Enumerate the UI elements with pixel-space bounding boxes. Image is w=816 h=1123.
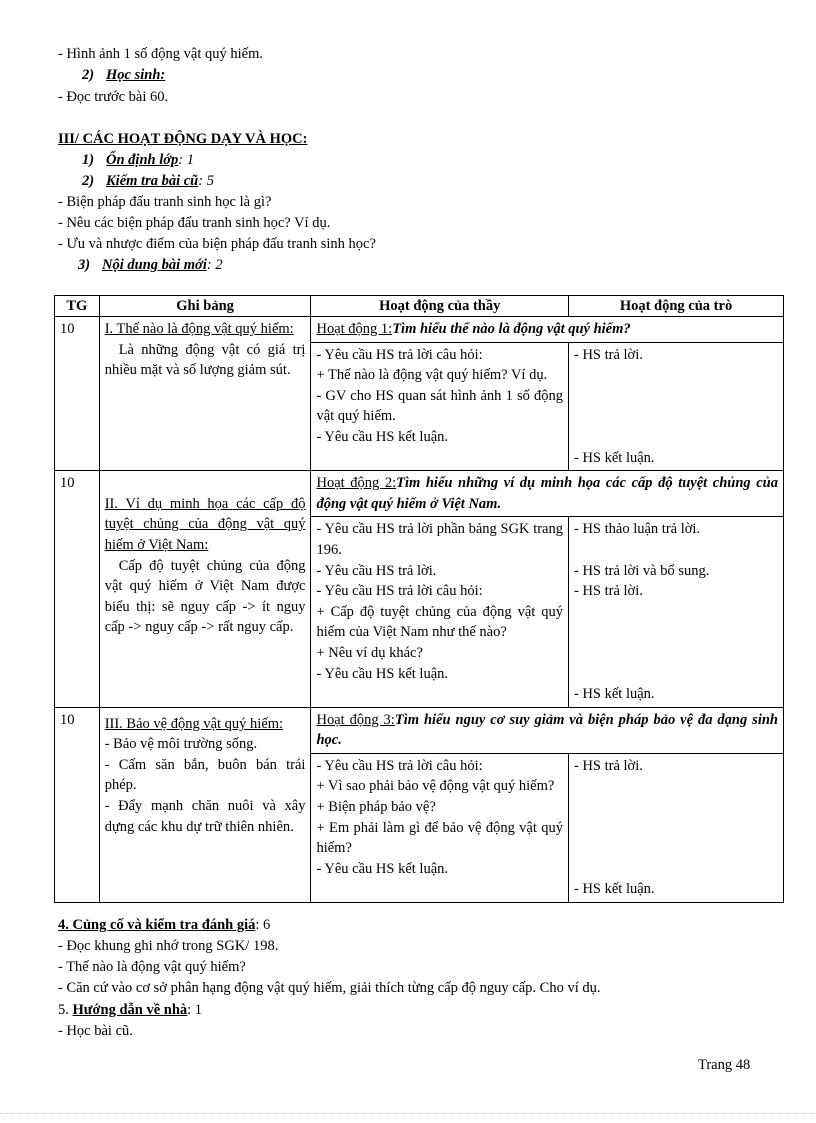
list-item: + Biện pháp bảo vệ? — [316, 799, 436, 816]
list-item: - Yêu cầu HS trả lời phần bảng SGK trang 196. — [316, 521, 563, 558]
list-item: - Yêu cầu HS trả lời câu hỏi: — [316, 757, 483, 774]
item-noi-dung-bai-moi: 3) Nội dung bài mới: 2 — [78, 257, 223, 273]
item-on-dinh-lop: 1) Ổn định lớp: 1 — [82, 152, 194, 168]
list-item: - HS trả lời. — [574, 583, 643, 600]
ghi-bang-cell — [99, 707, 311, 902]
table-row — [55, 707, 784, 753]
header-hoat-dong-thay: Hoạt động của thầy — [311, 296, 569, 317]
list-item: - Yêu cầu HS kết luận. — [316, 665, 449, 682]
list-item: - HS kết luận. — [574, 449, 655, 466]
header-tg: TG — [55, 296, 100, 317]
page-number: Trang 48 — [698, 1057, 751, 1073]
list-item: - Yêu cầu HS trả lời. — [316, 562, 437, 579]
tg-cell: 10 — [55, 317, 100, 471]
section-title: III/ CÁC HOẠT ĐỘNG DẠY VÀ HỌC: — [58, 131, 308, 147]
review-line: - Thế nào là động vật quý hiếm? — [58, 959, 246, 975]
list-item: - HS thảo luận trả lời. — [574, 521, 701, 538]
material-line: - Hình ảnh 1 số động vật quý hiếm. — [58, 46, 263, 62]
ghi-bang-body: Cấp độ tuyệt chủng của động vật quý hiếm ở Việt Nam được biểu thị: sẽ nguy cấp -> ít nguy cấp -> nguy cấp -> rất nguy cấp. — [104, 557, 306, 636]
student-activity-cell — [569, 517, 784, 707]
item-kiem-tra-bai-cu: 2) Kiểm tra bài cũ: 5 — [82, 173, 214, 189]
page-divider — [0, 1113, 816, 1114]
review-line: - Căn cứ vào cơ sở phân hạng động vật quý hiếm, giải thích từng cấp độ nguy cấp. Cho ví dụ. — [58, 980, 601, 996]
activity-heading: Hoạt động 3:Tìm hiểu nguy cơ suy giảm và biện pháp bảo vệ đa dạng sinh học. — [311, 707, 784, 753]
activity-heading: Hoạt động 1:Tìm hiểu thế nào là động vật quý hiếm? — [311, 317, 784, 343]
list-item: + Nêu ví dụ khác? — [316, 644, 423, 661]
tg-cell: 10 — [55, 471, 100, 708]
teacher-activity-cell — [311, 753, 569, 902]
ghi-bang-bullet: - Đẩy mạnh chăn nuôi và xây dựng các khu dự trữ thiên nhiên. — [104, 798, 306, 835]
list-item: - HS kết luận. — [574, 881, 655, 898]
student-activity-cell — [569, 753, 784, 902]
activity-heading: Hoạt động 2:Tìm hiểu những ví dụ minh họa các cấp độ tuyệt chủng của động vật quý hiếm ở Việt Nam. — [311, 471, 784, 517]
table-header-row — [55, 296, 784, 317]
list-item: - Yêu cầu HS trả lời câu hỏi: — [316, 346, 483, 363]
list-item: + Cấp độ tuyệt chủng của động vật quý hiếm của Việt Nam như thế nào? — [316, 603, 563, 641]
header-hoat-dong-tro: Hoạt động của trò — [569, 296, 784, 317]
list-item: + Vì sao phải bảo vệ động vật quý hiếm? — [316, 778, 555, 795]
ghi-bang-bullet: - Bảo vệ môi trường sống. — [104, 736, 258, 753]
ghi-bang-body: Là những động vật có giá trị nhiều mặt và số lượng giảm sút. — [104, 341, 306, 379]
student-activity-cell — [569, 342, 784, 471]
list-item: + Thế nào là động vật quý hiếm? Ví dụ. — [316, 367, 548, 384]
subheading-hoc-sinh: 2) Học sinh: — [82, 67, 166, 83]
ghi-bang-bullet: - Cấm săn bắn, buôn bán trái phép. — [104, 756, 306, 794]
header-ghi-bang: Ghi bảng — [99, 296, 311, 317]
preparation-line: - Đọc trước bài 60. — [58, 89, 169, 105]
list-item: - GV cho HS quan sát hình ảnh 1 số động vật quý hiếm. — [316, 387, 563, 425]
table-row — [55, 471, 784, 517]
review-line: - Đọc khung ghi nhớ trong SGK/ 198. — [58, 938, 279, 954]
question-line: - Ưu và nhược điểm của biện pháp đấu tranh sinh học? — [58, 236, 376, 252]
list-item: - Yêu cầu HS kết luận. — [316, 428, 449, 445]
homework-line: - Học bài cũ. — [58, 1023, 133, 1039]
ghi-bang-cell — [99, 317, 311, 471]
list-item: - HS kết luận. — [574, 686, 655, 703]
ghi-bang-title: I. Thế nào là động vật quý hiếm: — [104, 321, 294, 337]
list-item: - Yêu cầu HS kết luận. — [316, 860, 449, 877]
table-row — [55, 317, 784, 343]
tg-cell: 10 — [55, 707, 100, 902]
list-item: - HS trả lời và bổ sung. — [574, 562, 710, 579]
lesson-table — [54, 295, 784, 903]
ghi-bang-cell — [99, 471, 311, 708]
teacher-activity-cell — [311, 517, 569, 707]
list-item: - HS trả lời. — [574, 757, 643, 774]
ghi-bang-title: III. Bảo vệ động vật quý hiếm: — [104, 715, 284, 732]
question-line: - Nêu các biện pháp đấu tranh sinh học? Ví dụ. — [58, 215, 331, 231]
section-4-heading: 4. Củng cố và kiểm tra đánh giá: 6 — [58, 917, 271, 933]
question-line: - Biện pháp đấu tranh sinh học là gì? — [58, 194, 272, 210]
teacher-activity-cell — [311, 342, 569, 471]
ghi-bang-title: II. Ví dụ minh họa các cấp độ tuyệt chủng của động vật quý hiếm ở Việt Nam: — [104, 495, 306, 553]
section-5-heading: 5. Hướng dẫn về nhà: 1 — [58, 1002, 203, 1018]
list-item: - Yêu cầu HS trả lời câu hỏi: — [316, 583, 483, 600]
list-item: - HS trả lời. — [574, 346, 643, 363]
list-item: + Em phải làm gì để bảo vệ động vật quý hiếm? — [316, 819, 563, 857]
